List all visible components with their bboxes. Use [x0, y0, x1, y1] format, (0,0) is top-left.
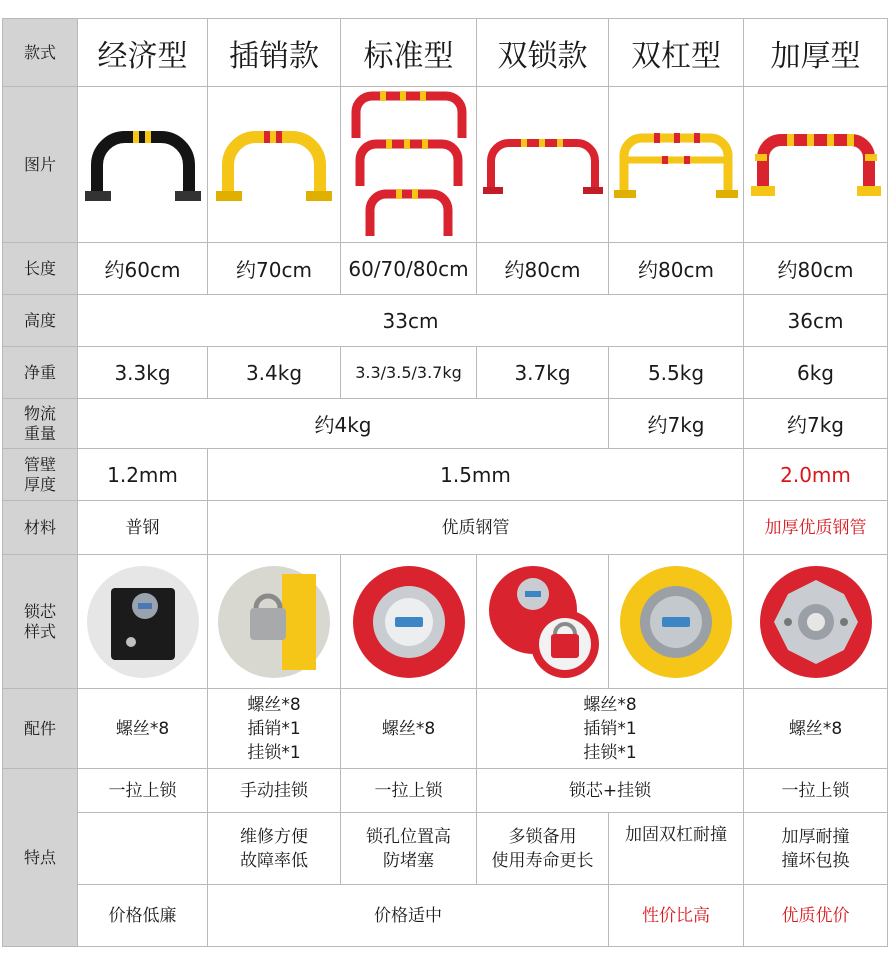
net-weight-pin: 3.4kg — [208, 347, 341, 399]
label-shipping-weight — [3, 399, 78, 449]
length-economy: 约60cm — [78, 243, 208, 295]
parking-lock-red-yellow-stack-icon — [346, 90, 472, 240]
feature-benefit-thick — [744, 813, 888, 885]
net-weight-thick: 6kg — [744, 347, 888, 399]
parking-lock-double-bar-icon — [614, 130, 738, 200]
net-weight-double-lock: 3.7kg — [477, 347, 609, 399]
lock-core-black-bracket-icon — [85, 564, 201, 680]
row-height — [3, 295, 888, 347]
label-net-weight: 净重 — [3, 347, 78, 399]
lock-core-padlock-icon — [216, 564, 332, 680]
feature-price-common: 价格适中 — [208, 885, 609, 947]
label-wall-line2: 厚度 — [23, 474, 56, 494]
model-economy: 经济型 — [78, 19, 208, 87]
benefit-line: 使用寿命更长 — [491, 850, 594, 871]
accessories-pin — [208, 689, 341, 769]
length-double-lock: 约80cm — [477, 243, 609, 295]
feature-lock-pin: 手动挂锁 — [208, 769, 341, 813]
feature-lock-standard: 一拉上锁 — [341, 769, 477, 813]
parking-lock-yellow-red-icon — [214, 125, 334, 205]
feature-benefit-standard — [341, 813, 477, 885]
label-wall-thickness — [3, 449, 78, 501]
image-double-lock — [477, 87, 609, 243]
row-features-benefit — [3, 813, 888, 885]
label-style: 款式 — [3, 19, 78, 87]
length-double-bar: 约80cm — [609, 243, 744, 295]
row-material — [3, 501, 888, 555]
row-shipping-weight — [3, 399, 888, 449]
label-length: 长度 — [3, 243, 78, 295]
label-features: 特点 — [3, 769, 78, 947]
length-pin: 约70cm — [208, 243, 341, 295]
benefit-line: 加厚耐撞 — [781, 826, 850, 847]
wall-thickness-common: 1.5mm — [208, 449, 744, 501]
shipping-weight-common: 约4kg — [78, 399, 609, 449]
image-double-bar — [609, 87, 744, 243]
accessory-item: 挂锁*1 — [583, 742, 637, 763]
row-lock-core — [3, 555, 888, 689]
wall-thickness-economy: 1.2mm — [78, 449, 208, 501]
parking-lock-black-yellow-icon — [83, 125, 203, 205]
model-double-lock: 双锁款 — [477, 19, 609, 87]
model-standard: 标准型 — [341, 19, 477, 87]
model-pin: 插销款 — [208, 19, 341, 87]
feature-price-double-bar: 性价比高 — [609, 885, 744, 947]
lock-core-red-round-icon — [351, 564, 467, 680]
benefit-line: 维修方便 — [240, 826, 308, 847]
benefit-line: 撞坏包换 — [781, 850, 850, 871]
material-thick: 加厚优质钢管 — [744, 501, 888, 555]
parking-lock-thick-icon — [751, 130, 881, 200]
length-thick: 约80cm — [744, 243, 888, 295]
lock-core-economy — [78, 555, 208, 689]
spec-table — [2, 18, 888, 947]
lock-core-red-padlock-icon — [481, 564, 605, 680]
label-image: 图片 — [3, 87, 78, 243]
net-weight-standard: 3.3/3.5/3.7kg — [341, 347, 477, 399]
accessory-item: 挂锁*1 — [247, 742, 301, 763]
feature-price-thick: 优质优价 — [744, 885, 888, 947]
accessory-item: 插销*1 — [583, 718, 637, 739]
row-length — [3, 243, 888, 295]
accessory-item: 插销*1 — [247, 718, 301, 739]
lock-core-thick — [744, 555, 888, 689]
label-accessories: 配件 — [3, 689, 78, 769]
feature-benefit-double-lock — [477, 813, 609, 885]
row-accessories — [3, 689, 888, 769]
label-lock-line2: 样式 — [23, 621, 56, 641]
accessories-economy: 螺丝*8 — [78, 689, 208, 769]
feature-lock-double: 锁芯+挂锁 — [477, 769, 744, 813]
label-lock-line1: 锁芯 — [23, 601, 56, 621]
accessory-item: 螺丝*8 — [583, 694, 637, 715]
shipping-weight-thick: 约7kg — [744, 399, 888, 449]
feature-price-economy: 价格低廉 — [78, 885, 208, 947]
label-lock-core — [3, 555, 78, 689]
shipping-weight-double-bar: 约7kg — [609, 399, 744, 449]
lock-core-double-bar — [609, 555, 744, 689]
model-thick: 加厚型 — [744, 19, 888, 87]
height-common: 33cm — [78, 295, 744, 347]
accessories-thick: 螺丝*8 — [744, 689, 888, 769]
row-style — [3, 19, 888, 87]
row-net-weight — [3, 347, 888, 399]
label-material: 材料 — [3, 501, 78, 555]
wall-thickness-thick: 2.0mm — [744, 449, 888, 501]
model-double-bar: 双杠型 — [609, 19, 744, 87]
feature-benefit-economy — [78, 813, 208, 885]
label-shipping-line1: 物流 — [23, 403, 56, 423]
image-economy — [78, 87, 208, 243]
feature-benefit-double-bar: 加固双杠耐撞 — [609, 813, 744, 885]
lock-core-yellow-round-icon — [618, 564, 734, 680]
benefit-line: 防堵塞 — [383, 850, 434, 871]
lock-core-standard — [341, 555, 477, 689]
net-weight-economy: 3.3kg — [78, 347, 208, 399]
row-features-lock — [3, 769, 888, 813]
feature-lock-economy: 一拉上锁 — [78, 769, 208, 813]
label-wall-line1: 管壁 — [23, 454, 56, 474]
image-thick — [744, 87, 888, 243]
height-thick: 36cm — [744, 295, 888, 347]
label-shipping-line2: 重量 — [23, 423, 56, 443]
feature-lock-thick: 一拉上锁 — [744, 769, 888, 813]
accessories-double — [477, 689, 744, 769]
image-standard — [341, 87, 477, 243]
parking-lock-red-yellow-icon — [481, 135, 605, 195]
accessories-standard: 螺丝*8 — [341, 689, 477, 769]
row-wall-thickness — [3, 449, 888, 501]
row-image — [3, 87, 888, 243]
benefit-line: 锁孔位置高 — [366, 826, 451, 847]
lock-core-pin — [208, 555, 341, 689]
length-standard: 60/70/80cm — [341, 243, 477, 295]
material-economy: 普钢 — [78, 501, 208, 555]
row-features-price — [3, 885, 888, 947]
benefit-line: 故障率低 — [240, 850, 308, 871]
image-pin — [208, 87, 341, 243]
benefit-line: 多锁备用 — [508, 826, 577, 847]
material-common: 优质钢管 — [208, 501, 744, 555]
feature-benefit-pin — [208, 813, 341, 885]
label-height: 高度 — [3, 295, 78, 347]
accessory-item: 螺丝*8 — [247, 694, 301, 715]
lock-core-double-lock — [477, 555, 609, 689]
lock-core-red-flange-icon — [758, 564, 874, 680]
net-weight-double-bar: 5.5kg — [609, 347, 744, 399]
